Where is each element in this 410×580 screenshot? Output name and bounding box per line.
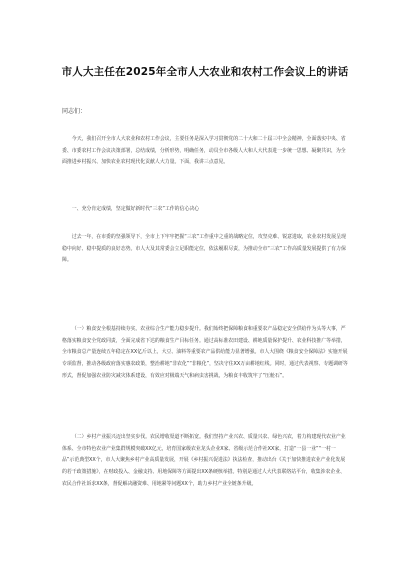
- section-heading: 一、充分肯定成绩，坚定做好新时代“三农”工作的信心决心: [71, 206, 200, 212]
- section-intro-paragraph: 过去一年，在市委的坚强领导下，全市上下牢牢把握“三农”工作重中之重的战略定位，攻坚克难、锐意进取，农业农村发展呈现稳中向好、稳中提质的良好态势。市人大及其常委会立足职能定位，依法履职尽责，为推动全市“三农”工作高质量发展提供了有力保障。: [62, 234, 346, 264]
- document-title: 市人大主任在2025年全市人大农业和农村工作会议上的讲话: [61, 66, 349, 78]
- point-one-paragraph: （一）粮食安全根基持续夯实。农业综合生产能力稳步提升。我们始终把保障粮食和重要农产品稳定安全供给作为头等大事，严格落实粮食安全党政同责，全面完成省下达的粮食生产目标任务。通过高标准农田建设、耕地质量保护提升、农业科技推广等举措，全市粮食总产量连续五年稳定在XX亿斤以上，大豆、油料等重要农产品供给能力显著增强。市人大围绕《粮食安全保障法》实施开展专项监督，推动各级政府落实惠农政策，整治耕地“非农化”“非粮化”，坚决守住XX万亩耕地红线。同时，通过代表视察、专题调研等形式，督促加强农业防灾减灾体系建设，有效应对极端天气和病虫害挑战，为粮食丰收筑牢了“压舱石”。: [62, 326, 348, 379]
- intro-paragraph: 今天，我们召开全市人大农业和农村工作会议，主要任务是深入学习贯彻党的二十大和二十届三中全会精神，全面落实中央、省委、市委农村工作会议决策部署，总结成绩，分析形势，明确任务，动员全市各级人大和人大代表进一步统一思想、凝聚共识，为全面推进乡村振兴、加快农业农村现代化贡献人大力量。下面，我讲三点意见。: [62, 136, 346, 166]
- point-two-paragraph: （二）乡村产业振兴迈出坚实步伐。农民增收渠道不断拓宽。我们坚持产业兴农、质量兴农、绿色兴农，着力构建现代农业产业体系、全市特色农业产业集群规模突破XX亿元，培育国家级农业龙头企业X家、省级示范合作社XX家，打造“一县一业”“一村一品”示范典型XX个，市人大聚焦乡村产业高质量发展，开展《乡村振兴促进法》执法检查，推动出台《关于加快推进农业产业化发展的若干政策措施》，在财政投入、金融支持、用地保障等方面提出XX条硬核举措。特别是通过人大代表联络站平台，收集涉农企业、农民合作社诉求XX条，督促解决融资难、用地紧等问题XX个，助力乡村产业全链条升级。: [62, 434, 346, 487]
- salutation: 同志们：: [62, 108, 87, 115]
